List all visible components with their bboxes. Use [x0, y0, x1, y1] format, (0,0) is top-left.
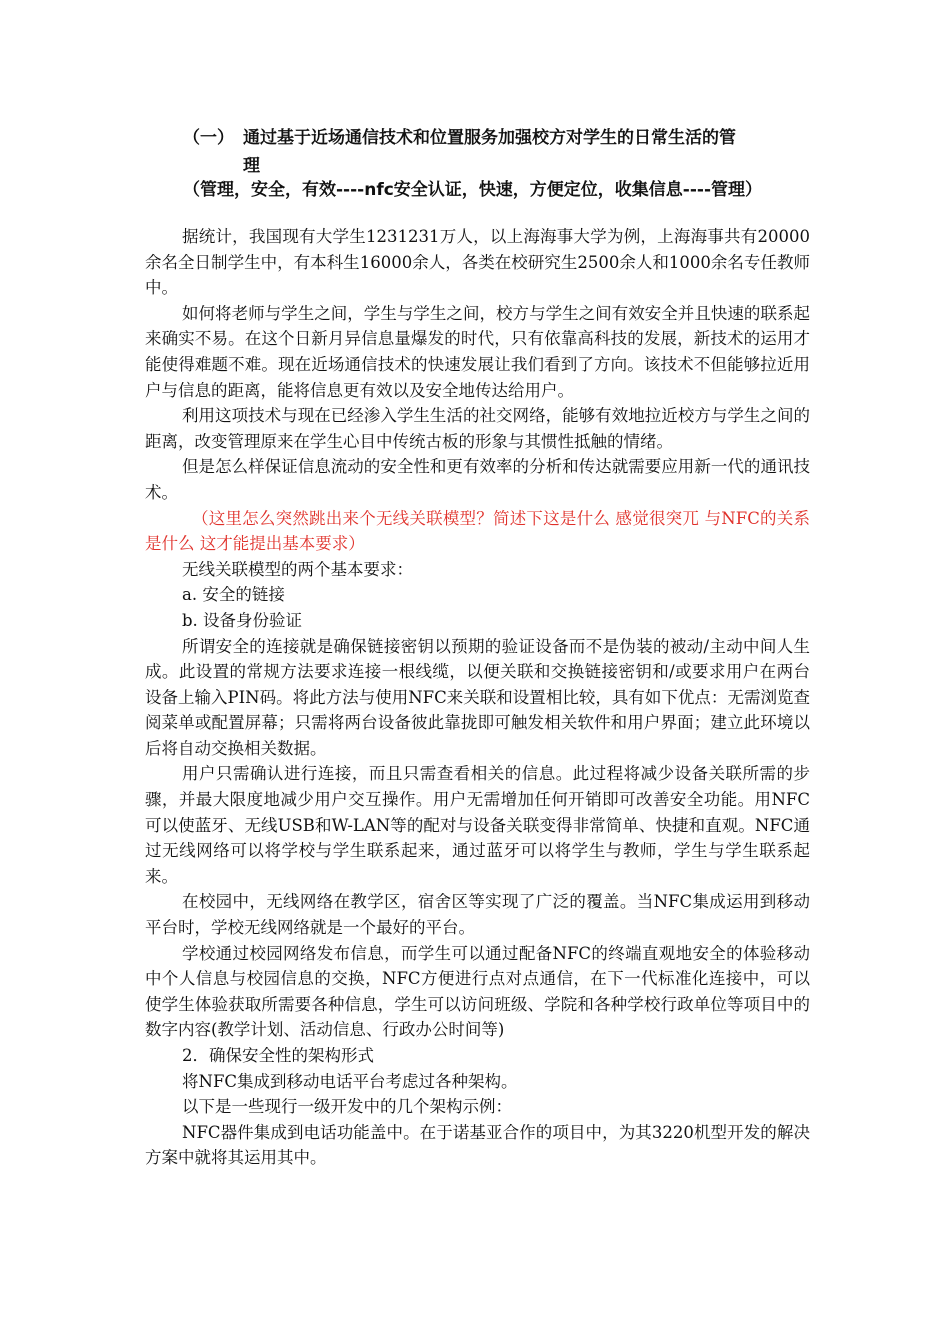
- paragraph-nokia: NFC器件集成到电话功能盖中。在于诺基亚合作的项目中，为其3220机型开发的解决方案中就将其运用其中。: [145, 1122, 810, 1168]
- review-comment: （这里怎么突然跳出来个无线关联模型？简述下这是什么 感觉很突兀 与NFC的关系是什么 这才能提出基本要求）: [145, 508, 810, 554]
- section-heading: [183, 124, 823, 180]
- paragraph-campus-network: 学校通过校园网络发布信息，而学生可以通过配备NFC的终端直观地安全的体验移动中个人信息与校园信息的交换，NFC方便进行点对点通信，在下一代标准化连接中，可以使学生体验获取所需要各种信息，学生可以访问班级、学院和各种学校行政单位等项目中的数字内容(教学计划、活动信息、行政办公时间等): [145, 943, 810, 1040]
- paragraph-connection: 如何将老师与学生之间，学生与学生之间，校方与学生之间有效安全并且快速的联系起来确实不易。在这个日新月异信息量爆发的时代，只有依靠高科技的发展，新技术的运用才能使得难题不难。现在近场通信技术的快速发展让我们看到了方向。该技术不但能够拉近用户与信息的距离，能将信息更有效以及安全地传达给用户。: [145, 303, 810, 400]
- paragraph-architectures: 将NFC集成到移动电话平台考虑过各种架构。: [182, 1071, 518, 1091]
- paragraph-social-network: 利用这项技术与现在已经渗入学生生活的社交网络，能够有效地拉近校方与学生之间的距离，改变管理原来在学生心目中传统古板的形象与其惯性抵触的情绪。: [145, 406, 810, 451]
- paragraph-examples: 以下是一些现行一级开发中的几个架构示例：: [182, 1097, 512, 1117]
- section-title-line1: 通过基于近场通信技术和位置服务加强校方对学生的日常生活的管: [243, 128, 736, 148]
- section-title-line2: 理: [243, 156, 260, 176]
- paragraph-statistics: 据统计，我国现有大学生1231231万人，以上海海事大学为例，上海海事共有20000余名全日制学生中，有本科生16000余人，各类在校研究生2500余人和1000余名专任教师中。: [145, 227, 810, 298]
- paragraph-security: 但是怎么样保证信息流动的安全性和更有效率的分析和传达就需要应用新一代的通讯技术。: [145, 457, 810, 502]
- paragraph-campus-wireless: 在校园中，无线网络在教学区，宿舍区等实现了广泛的覆盖。当NFC集成运用到移动平台时，学校无线网络就是一个最好的平台。: [145, 892, 810, 938]
- section-number: （一）: [183, 128, 234, 148]
- section-2-heading: 2．确保安全性的架构形式: [182, 1046, 374, 1065]
- requirement-item-b: b. 设备身份验证: [182, 610, 303, 630]
- requirements-intro: 无线关联模型的两个基本要求：: [182, 559, 413, 579]
- paragraph-user-confirm: 用户只需确认进行连接，而且只需查看相关的信息。此过程将减少设备关联所需的步骤，并最大限度地减少用户交互操作。用户无需增加任何开销即可改善安全功能。用NFC可以使蓝牙、无线USB和W-LAN等的配对与设备关联变得非常简单、快捷和直观。NFC通过无线网络可以将学校与学生联系起来，通过蓝牙可以将学生与教师，学生与学生联系起来。: [145, 764, 810, 886]
- paragraph-secure-link: 所谓安全的连接就是确保链接密钥以预期的验证设备而不是伪装的被动/主动中间人生成。此设置的常规方法要求连接一根线缆，以便关联和交换链接密钥和/或要求用户在两台设备上输入PIN码。将此方法与使用NFC来关联和设置相比较，具有如下优点：无需浏览查阅菜单或配置屏幕；只需将两台设备彼此靠拢即可触发相关软件和用户界面；建立此环境以后将自动交换相关数据。: [145, 636, 810, 758]
- document-body: [145, 224, 810, 1171]
- requirement-item-a: a. 安全的链接: [182, 585, 285, 605]
- section-subheading: （管理，安全，有效----nfc安全认证，快速，方便定位，收集信息----管理）: [183, 180, 763, 200]
